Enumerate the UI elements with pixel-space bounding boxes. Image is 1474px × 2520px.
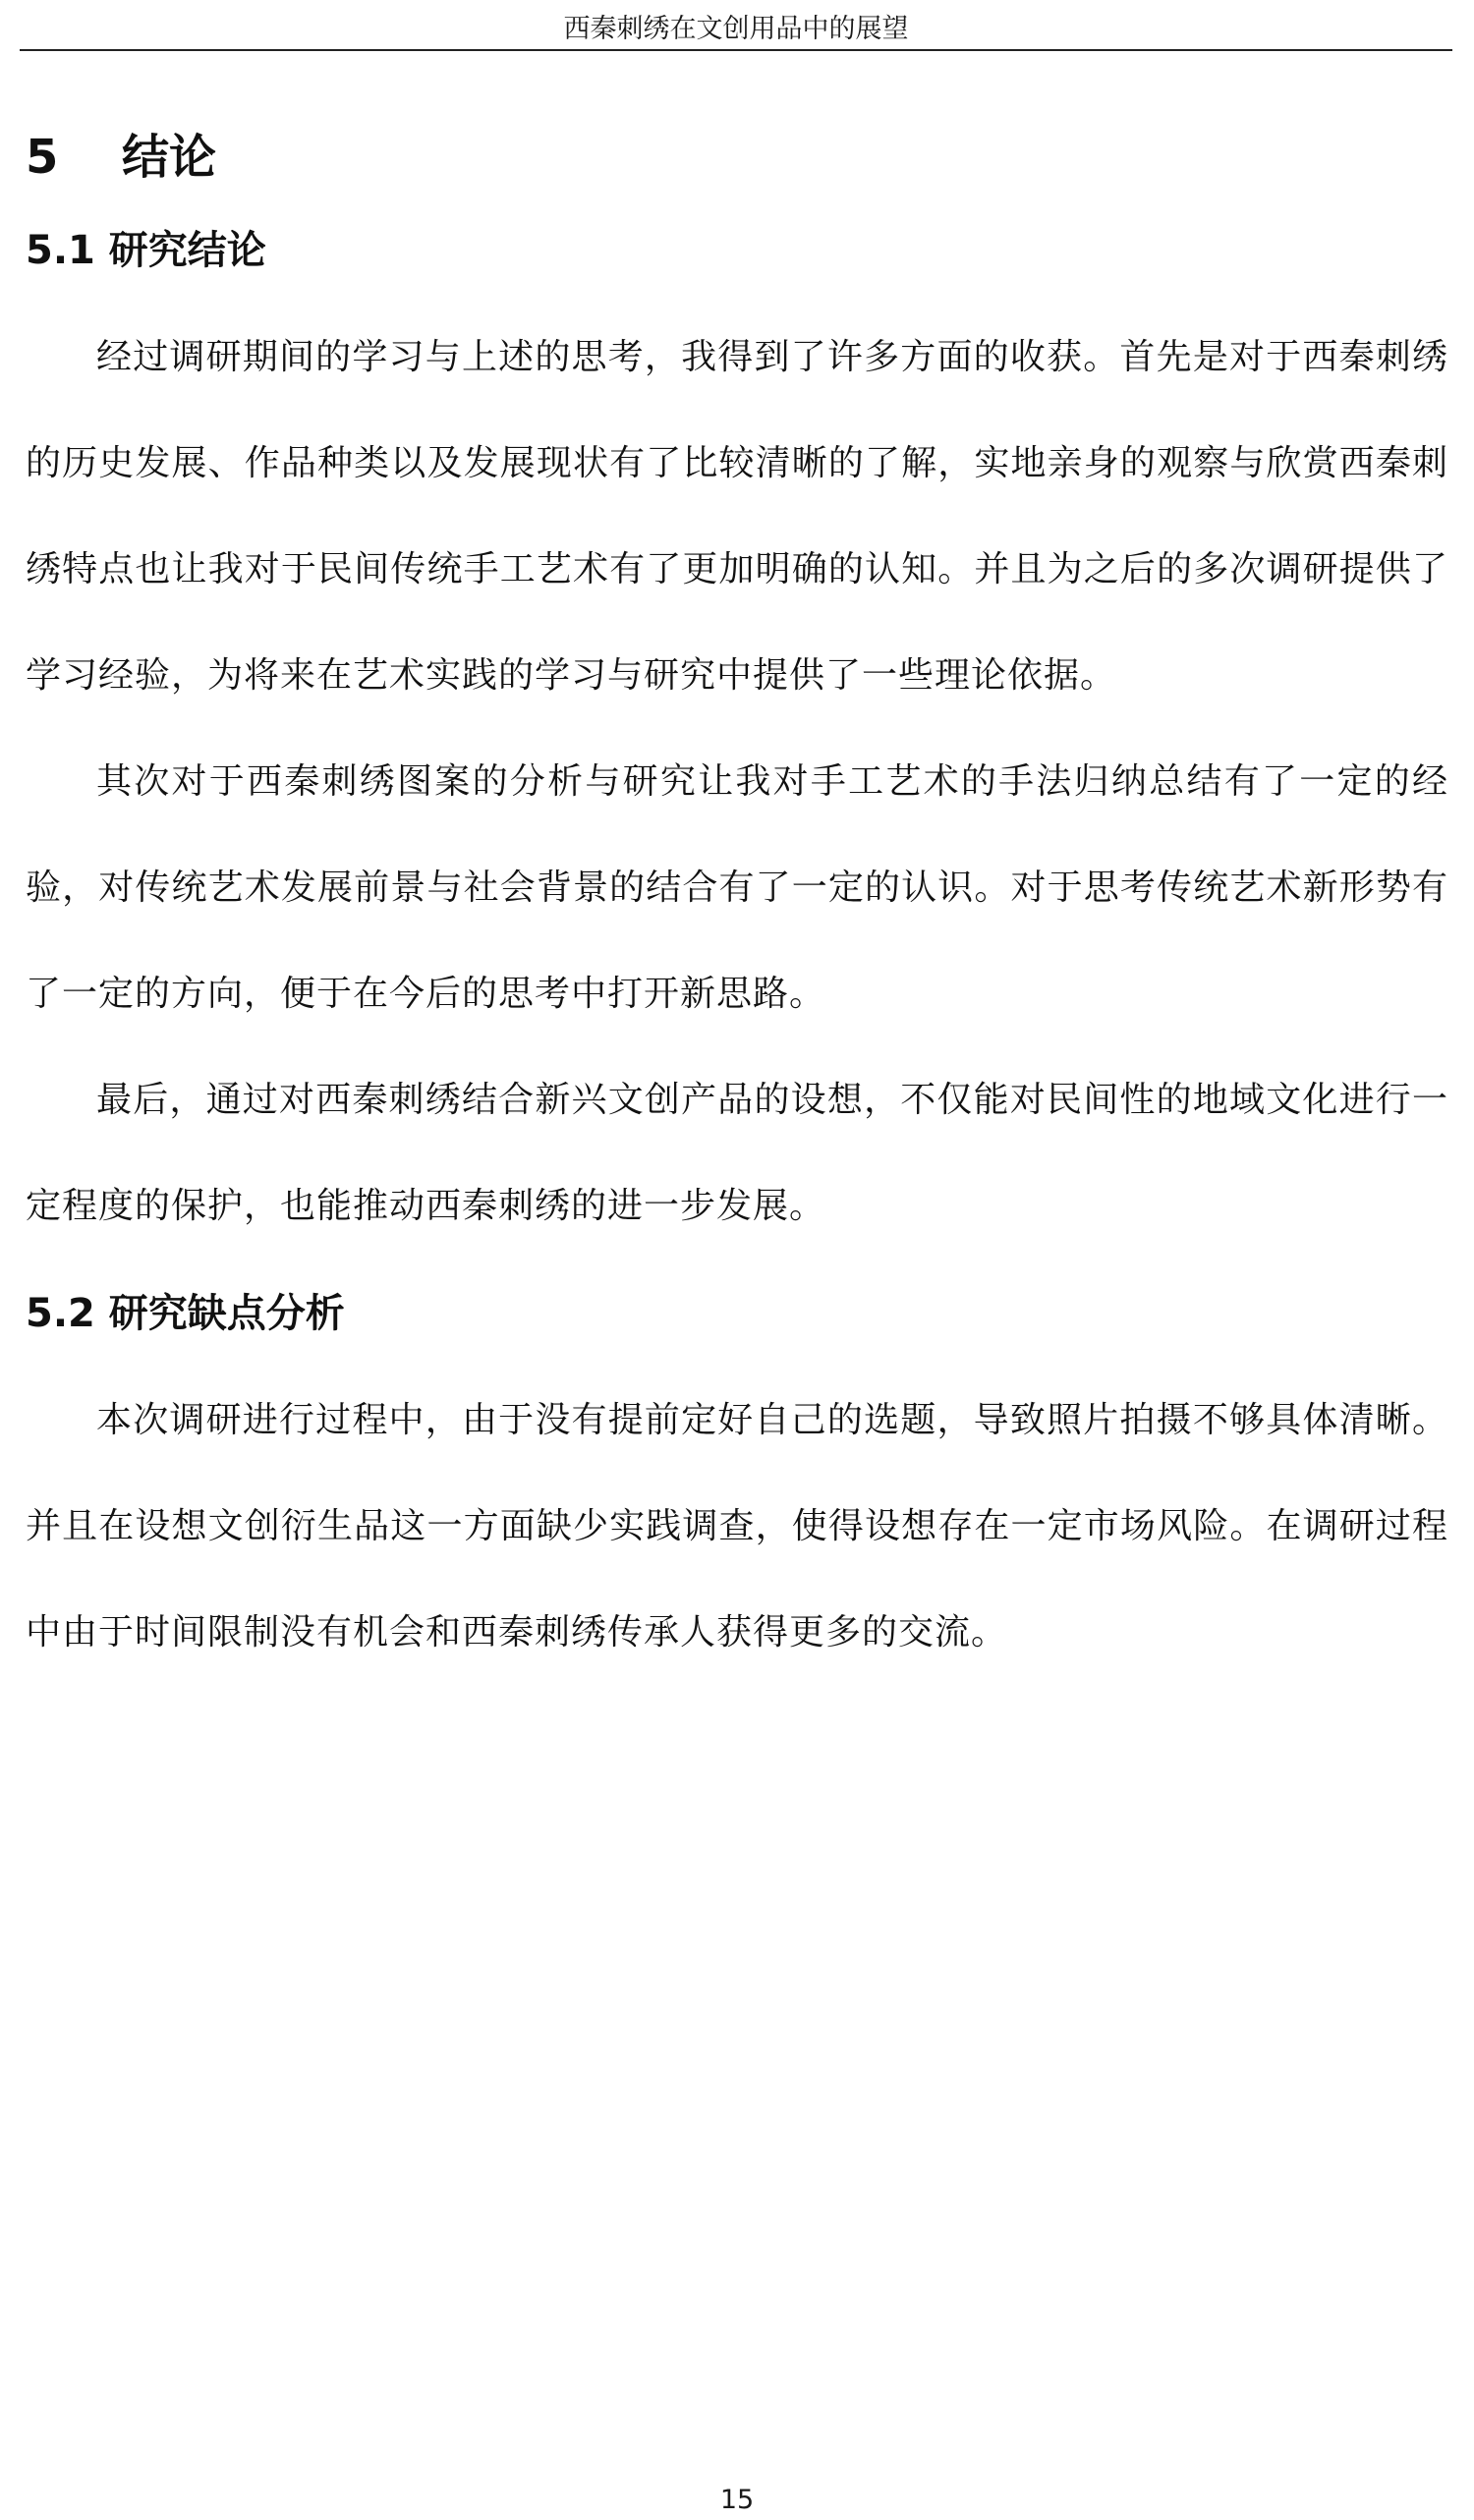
paragraph: 经过调研期间的学习与上述的思考，我得到了许多方面的收获。首先是对于西秦刺绣的历史发展、作品种类以及发展现状有了比较清晰的了解，实地亲身的观察与欣赏西秦刺绣特点也让我对于民间传统手工艺术有了更加明确的认知。并且为之后的多次调研提供了学习经验，为将来在艺术实践的学习与研究中提供了一些理论依据。 bbox=[26, 337, 1448, 696]
paragraph: 最后，通过对西秦刺绣结合新兴文创产品的设想，不仅能对民间性的地域文化进行一定程度的保护，也能推动西秦刺绣的进一步发展。 bbox=[26, 1080, 1448, 1226]
chapter-title: 结论 bbox=[122, 130, 217, 185]
chapter-heading bbox=[26, 118, 1448, 196]
page-number: 15 bbox=[719, 2485, 755, 2515]
page-body bbox=[26, 118, 1448, 1686]
section-heading-5-2: 5.2 研究缺点分析 bbox=[26, 1291, 345, 1336]
paragraph: 本次调研进行过程中，由于没有提前定好自己的选题，导致照片拍摄不够具体清晰。并且在设想文创衍生品这一方面缺少实践调查，使得设想存在一定市场风险。在调研过程中由于时间限制没有机会和西秦刺绣传承人获得更多的交流。 bbox=[26, 1400, 1448, 1652]
paragraph: 其次对于西秦刺绣图案的分析与研究让我对手工艺术的手法归纳总结有了一定的经验，对传统艺术发展前景与社会背景的结合有了一定的认识。对于思考传统艺术新形势有了一定的方向，便于在今后的思考中打开新思路。 bbox=[26, 761, 1448, 1014]
running-header: 西秦刺绣在文创用品中的展望 bbox=[563, 14, 909, 44]
section-heading-5-1: 5.1 研究结论 bbox=[26, 228, 266, 273]
header-divider bbox=[20, 49, 1452, 51]
chapter-number: 5 bbox=[26, 130, 59, 185]
